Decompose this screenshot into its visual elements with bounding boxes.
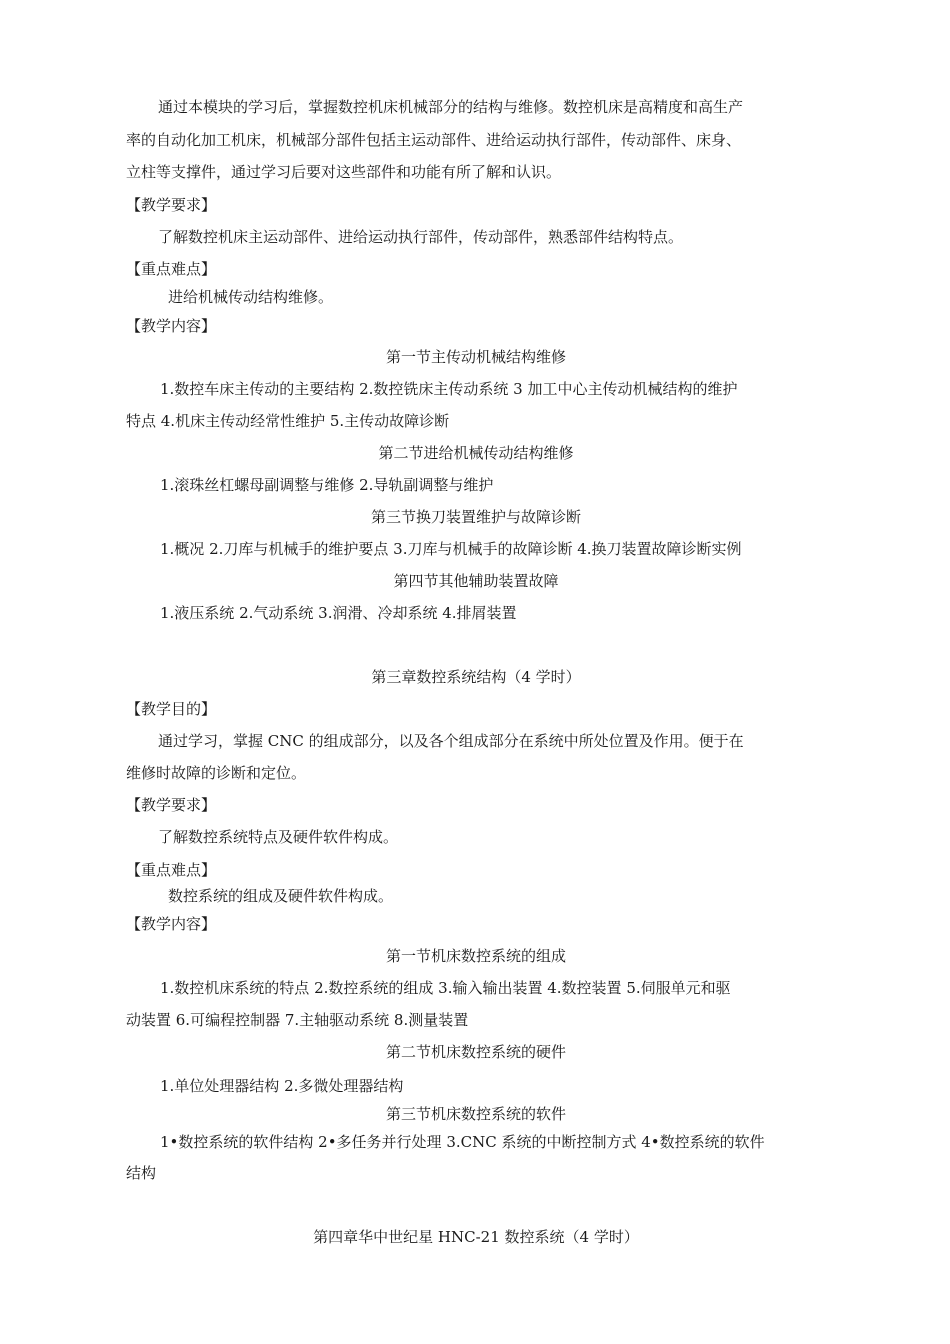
- section-line: 结构: [126, 1164, 157, 1182]
- chapter-title: 第四章华中世纪星 HNC-21 数控系统（4 学时）: [313, 1228, 639, 1246]
- requirements-text: 了解数控系统特点及硬件软件构成。: [158, 828, 399, 846]
- section-line: 特点 4.机床主传动经常性维护 5.主传动故障诊断: [126, 412, 450, 430]
- purpose-heading: 【教学目的】: [126, 700, 217, 718]
- section-title: 第四节其他辅助装置故障: [393, 572, 559, 590]
- section-title: 第三节机床数控系统的软件: [385, 1105, 566, 1123]
- purpose-line: 通过学习，掌握 CNC 的组成部分，以及各个组成部分在系统中所处位置及作用。便于在: [158, 732, 744, 750]
- section-line: 1.数控车床主传动的主要结构 2.数控铣床主传动系统 3 加工中心主传动机械结构的维护: [160, 380, 738, 398]
- requirements-text: 了解数控机床主运动部件、进给运动执行部件，传动部件，熟悉部件结构特点。: [158, 228, 684, 246]
- intro-paragraph-line: 率的自动化加工机床，机械部分部件包括主运动部件、进给运动执行部件，传动部件、床身、: [126, 131, 742, 149]
- content-heading: 【教学内容】: [126, 915, 217, 933]
- section-line: 动装置 6.可编程控制器 7.主轴驱动系统 8.测量装置: [126, 1011, 469, 1029]
- section-line: 1.概况 2.刀库与机械手的维护要点 3.刀库与机械手的故障诊断 4.换刀装置故障诊断实例: [160, 540, 742, 558]
- key-points-heading: 【重点难点】: [126, 861, 217, 879]
- section-line: 1.滚珠丝杠螺母副调整与维修 2.导轨副调整与维护: [160, 476, 494, 494]
- content-heading: 【教学内容】: [126, 317, 217, 335]
- intro-paragraph-line: 通过本模块的学习后，掌握数控机床机械部分的结构与维修。数控机床是高精度和高生产: [158, 98, 744, 116]
- section-title: 第二节进给机械传动结构维修: [378, 444, 574, 462]
- chapter-title: 第三章数控系统结构（4 学时）: [371, 668, 581, 686]
- section-title: 第一节机床数控系统的组成: [385, 947, 566, 965]
- requirements-heading: 【教学要求】: [126, 196, 217, 214]
- key-points-heading: 【重点难点】: [126, 260, 217, 278]
- intro-paragraph-line: 立柱等支撑件，通过学习后要对这些部件和功能有所了解和认识。: [126, 163, 562, 181]
- key-points-text: 进给机械传动结构维修。: [168, 288, 334, 306]
- purpose-line: 维修时故障的诊断和定位。: [126, 764, 307, 782]
- key-points-text: 数控系统的组成及硬件软件构成。: [168, 887, 394, 905]
- section-line: 1.液压系统 2.气动系统 3.润滑、冷却系统 4.排屑装置: [160, 604, 517, 622]
- section-title: 第三节换刀装置维护与故障诊断: [370, 508, 581, 526]
- requirements-heading: 【教学要求】: [126, 796, 217, 814]
- section-title: 第二节机床数控系统的硬件: [385, 1043, 566, 1061]
- section-line: 1.数控机床系统的特点 2.数控系统的组成 3.输入输出装置 4.数控装置 5.伺服单元和驱: [160, 979, 731, 997]
- section-line: 1•数控系统的软件结构 2•多任务并行处理 3.CNC 系统的中断控制方式 4•数控系统的软件: [160, 1133, 765, 1151]
- section-title: 第一节主传动机械结构维修: [385, 348, 566, 366]
- section-line: 1.单位处理器结构 2.多微处理器结构: [160, 1077, 404, 1095]
